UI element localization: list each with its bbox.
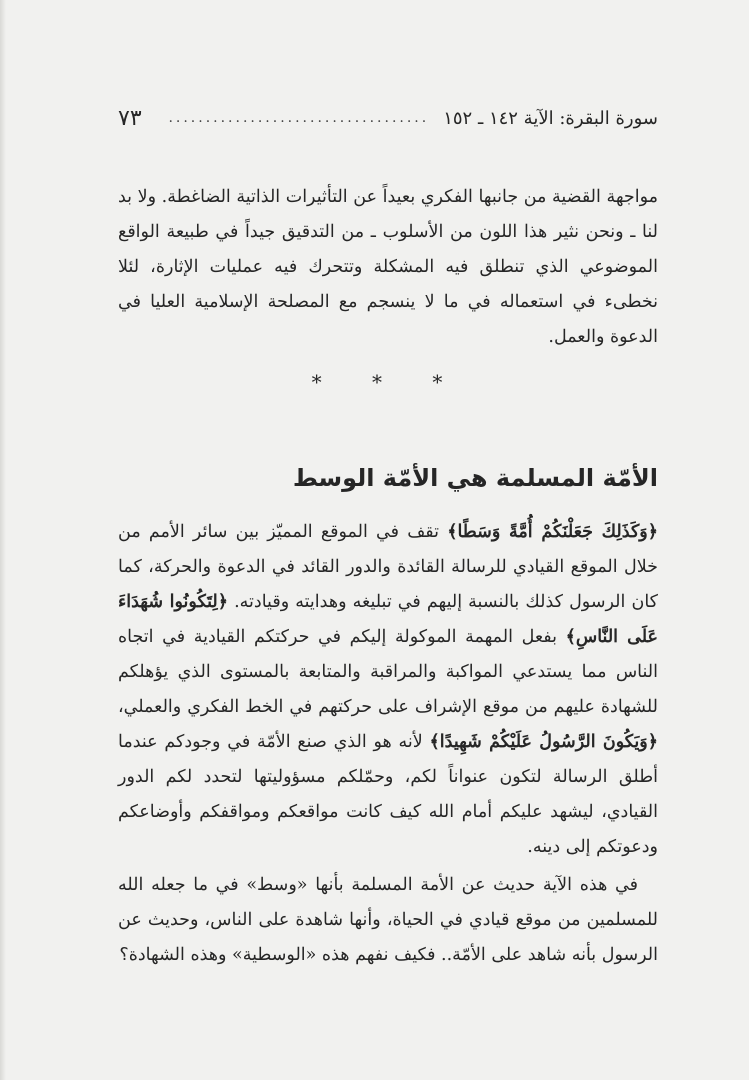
paragraph-question: في هذه الآية حديث عن الأمة المسلمة بأنها «وسط» في ما جعله الله للمسلمين من موقع قيادي في الحياة، وأنها شاهدة على الناس، وحديث عن الرسول بأنه شاهد على الأمّة.. فكيف نفهم هذه «الوسطية» وهذه الشهادة؟ — [118, 875, 658, 965]
paragraph-continuation: مواجهة القضية من جانبها الفكري بعيداً عن التأثيرات الذاتية الضاغطة. ولا بد لنا ـ ونحن نثير هذا اللون من الأسلوب ـ من التدقيق جيداً في طبيعة الواقع الموضوعي الذي تنطلق فيه المشكلة وتتحرك فيه عمليات الإثارة، لئلا نخطىء في استعماله في ما لا ينسجم مع المصلحة الإسلامية العليا في الدعوة والعمل. — [118, 187, 658, 347]
commentary-text-2: بفعل المهمة الموكولة إليكم في حركتكم القيادية في اتجاه الناس مما يستدعي المواكبة والمراقبة والمتابعة بالمستوى الذي يؤهلكم للشهادة عليهم من موقع الإشراف على حركتهم في الخط الفكري والعملي، — [118, 627, 658, 717]
running-header-title: سورة البقرة: الآية ١٤٢ ـ ١٥٢ — [443, 107, 658, 129]
commentary-text-3: لأنه هو الذي صنع الأمّة في وجودكم عندما أطلق الرسالة لتكون عنواناً لكم، وحمّلكم مسؤوليتها لتحدد لكم الدور القيادي، ليشهد عليكم أمام الله كيف كانت مواقعكم ومواقفكم وأوضاعكم ودعوتكم إلى دينه. — [118, 732, 658, 857]
spine-shadow — [0, 0, 6, 1080]
running-header — [118, 104, 658, 132]
quran-verse-3: ﴿وَيَكُونَ الرَّسُولُ عَلَيْكُمْ شَهِيدًا﴾ — [429, 732, 659, 752]
commentary-text-1: تقف في الموقع المميّز بين سائر الأمم من خلال الموقع القيادي للرسالة القائدة والدور القائد في الدعوة والحركة، كما كان الرسول كذلك بالنسبة إليهم في تبليغه وهدايته وقيادته. — [118, 522, 658, 612]
running-header-dots: ................................... — [168, 110, 430, 126]
quran-verse-2: ﴿لِتَكُونُوا شُهَدَاءَ عَلَى النَّاسِ﴾ — [118, 592, 658, 647]
section-heading: الأمّة المسلمة هي الأمّة الوسط — [292, 464, 658, 492]
page-number: ٧٣ — [118, 105, 142, 131]
section-separator: * * * — [311, 370, 465, 394]
paragraph-verse-commentary — [118, 515, 658, 865]
quran-verse-1: ﴿وَكَذَلِكَ جَعَلْنَكُمْ أُمَّةً وَسَطًا﴾ — [447, 522, 658, 542]
